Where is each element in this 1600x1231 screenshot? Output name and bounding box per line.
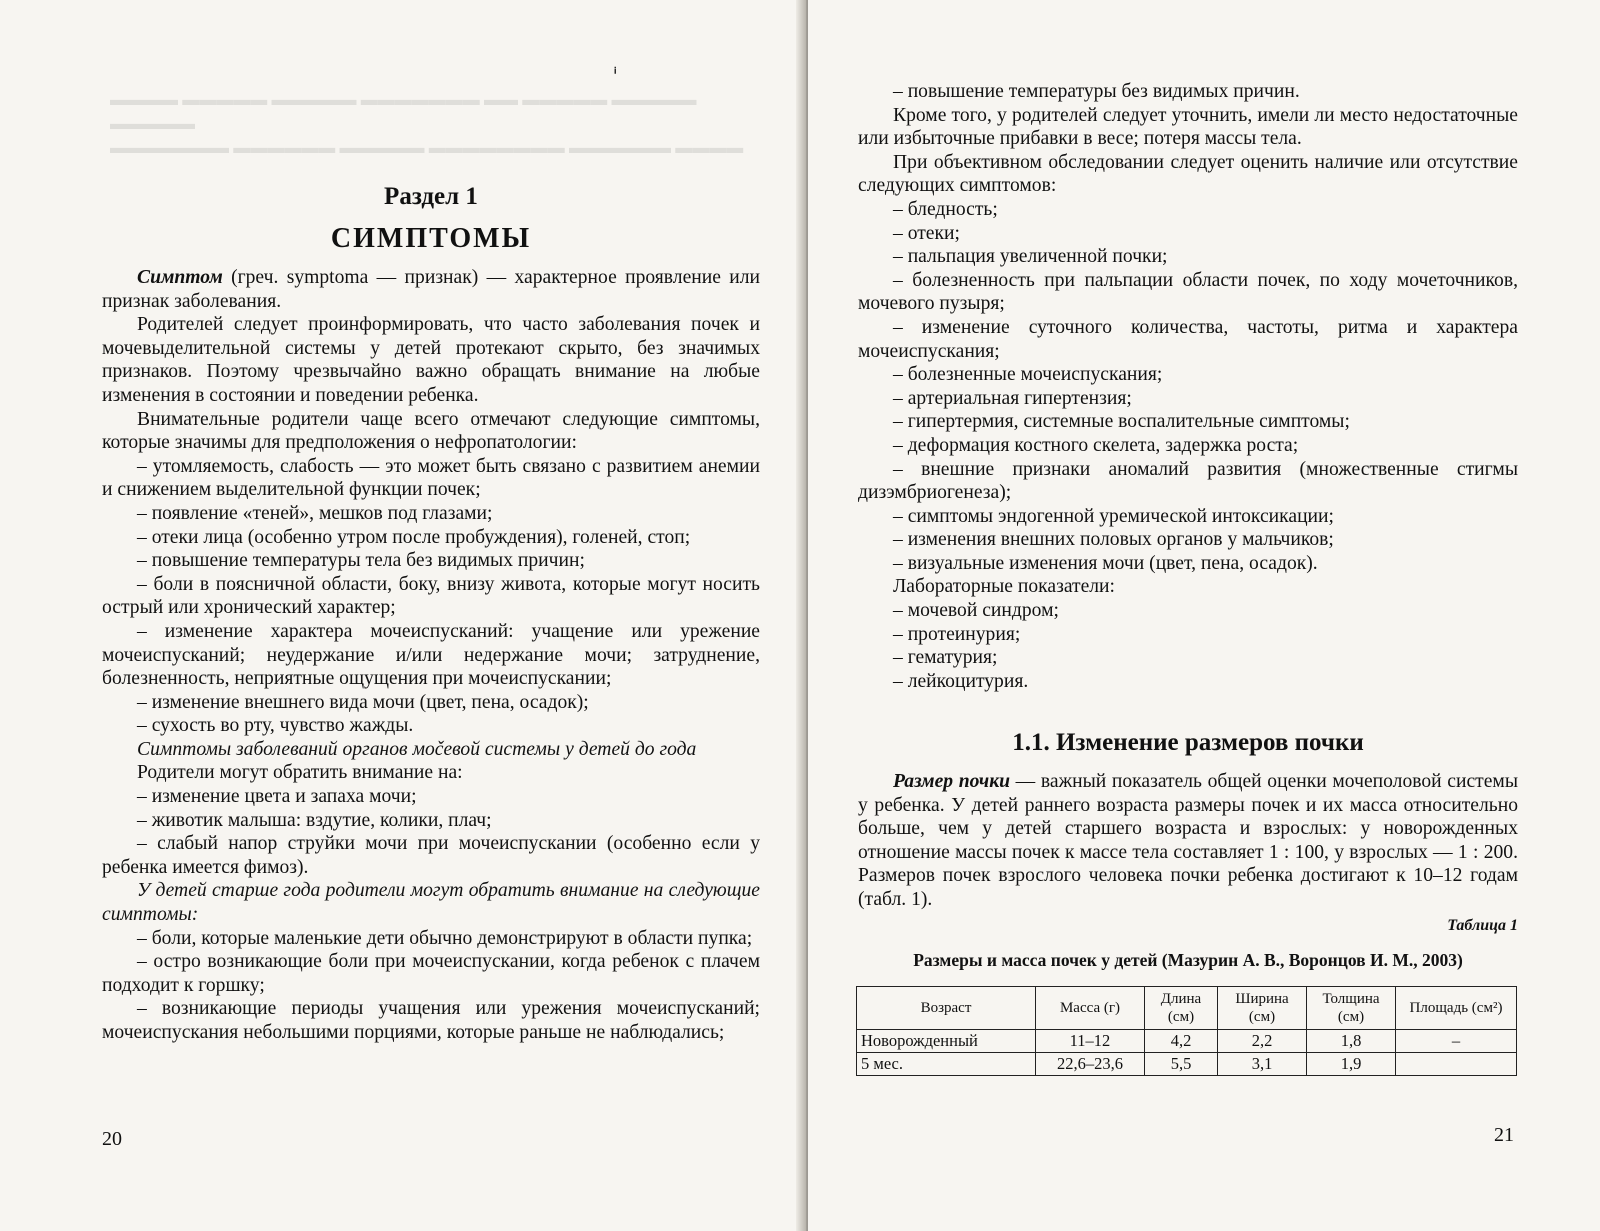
list-item: – повышение температуры без видимых причин. bbox=[893, 81, 1300, 102]
list-item: – отеки; bbox=[893, 222, 960, 244]
table-cell: 5,5 bbox=[1145, 1053, 1218, 1076]
table-cell: 4,2 bbox=[1145, 1030, 1218, 1053]
size-text: — важный показатель общей оценки мочеполовой системы у ребенка. У детей раннего возраста размеры почек и их масса относительно больше, чем у детей старшего возраста и взрослых: у новорожденных отношение массы почек к массе тела составляет 1 : 100, у взрослых — 1 : 200. Размеров почек взрослого человека почки ребенка достигают к 10–12 годам (табл. 1). bbox=[858, 771, 1518, 910]
table-number: Таблица 1 bbox=[1447, 917, 1518, 934]
list-item: – возникающие периоды учащения или урежения мочеиспусканий; мочеиспускания небольшими порциями, которые раньше не наблюдались; bbox=[102, 998, 760, 1043]
list-item: – слабый напор струйки мочи при мочеиспускании (особенно если у ребенка имеется фимоз). bbox=[102, 833, 760, 878]
left-body bbox=[102, 266, 760, 1045]
section-title: СИМПТОМЫ bbox=[330, 223, 532, 254]
table-cell: 22,6–23,6 bbox=[1036, 1053, 1145, 1076]
italic-heading: Симптомы заболеваний органов моčевой системы у детей до года bbox=[137, 738, 697, 760]
list-item: – визуальные изменения мочи (цвет, пена, осадок). bbox=[893, 552, 1318, 574]
table-cell: 3,1 bbox=[1218, 1053, 1307, 1076]
list-item: – сухость во рту, чувство жажды. bbox=[137, 715, 414, 737]
table-cell: Новорожденный bbox=[857, 1030, 1036, 1053]
definition-term: Симптом bbox=[137, 267, 223, 288]
table-header-row bbox=[857, 987, 1517, 1030]
section-label: Раздел 1 bbox=[384, 183, 478, 210]
list-item: – протеинурия; bbox=[893, 623, 1021, 645]
list-item: – болезненность при пальпации области почек, по ходу мочеточников, мочевого пузыря; bbox=[858, 269, 1518, 315]
list-item: – отеки лица (особенно утром после пробуждения), голеней, стоп; bbox=[137, 526, 691, 548]
list-item: – мочевой синдром; bbox=[893, 600, 1059, 622]
size-term: Размер почки bbox=[893, 771, 1011, 792]
table-header-cell: Длина (см) bbox=[1145, 987, 1218, 1030]
list-item: – внешние признаки аномалий развития (множественные стигмы дизэмбриогенеза); bbox=[858, 458, 1518, 504]
table-cell: 1,8 bbox=[1307, 1030, 1396, 1053]
right-body bbox=[858, 80, 1518, 693]
table-caption: Размеры и масса почек у детей (Мазурин А. В., Воронцов И. М., 2003) bbox=[913, 950, 1463, 970]
page-number: 21 bbox=[1494, 1124, 1514, 1146]
table-row bbox=[857, 1053, 1517, 1076]
page-number: 20 bbox=[102, 1128, 122, 1150]
list-item: – бледность; bbox=[893, 198, 998, 220]
list-item: – изменение внешнего вида мочи (цвет, пена, осадок); bbox=[137, 691, 589, 713]
list-item: – симптомы эндогенной уремической интоксикации; bbox=[893, 505, 1334, 527]
italic-paragraph: У детей старше года родители могут обратить внимание на следующие симптомы: bbox=[102, 880, 760, 926]
list-item: – повышение температуры тела без видимых причин; bbox=[137, 550, 585, 572]
table-row bbox=[857, 1030, 1517, 1053]
bleed-through-text: ▬▬▬▬ ▬▬▬▬▬ ▬▬▬▬▬ ▬▬▬▬▬▬▬ ▬▬ ▬▬▬▬▬ ▬▬▬▬▬ ▬▬▬▬▬ ▬▬▬▬▬▬▬ ▬▬▬▬▬▬ ▬▬▬▬▬ ▬▬▬▬▬▬▬▬ ▬▬▬▬▬▬ ▬▬▬▬ bbox=[110, 90, 744, 157]
table-cell bbox=[1396, 1053, 1517, 1076]
list-item: – деформация костного скелета, задержка роста; bbox=[893, 434, 1299, 456]
table-cell: 2,2 bbox=[1218, 1030, 1307, 1053]
list-item: – остро возникающие боли при мочеиспускании, когда ребенок с плачем подходит к горшку; bbox=[102, 951, 760, 996]
table-cell: – bbox=[1396, 1030, 1517, 1053]
subsection-title: 1.1. Изменение размеров почки bbox=[1012, 729, 1364, 756]
list-item: – изменение суточного количества, частоты, ритма и характера мочеиспускания; bbox=[858, 316, 1518, 362]
kidney-size-table bbox=[856, 986, 1517, 1076]
list-item: – боли, которые маленькие дети обычно демонстрируют в области пупка; bbox=[137, 927, 753, 949]
paragraph: Родители могут обратить внимание на: bbox=[137, 762, 463, 784]
list-item: – изменение цвета и запаха мочи; bbox=[137, 786, 417, 808]
list-item: – изменения внешних половых органов у мальчиков; bbox=[893, 529, 1334, 551]
list-item: – утомляемость, слабость — это может быть связано с развитием анемии и снижением выделительной функции почек; bbox=[102, 455, 760, 501]
list-item: – появление «теней», мешков под глазами; bbox=[137, 502, 493, 524]
print-mark: ⁱ bbox=[614, 67, 617, 82]
list-item: – лейкоцитурия. bbox=[893, 670, 1029, 692]
list-item: – изменение характера мочеиспусканий: учащение или урежение мочеиспусканий; неудержание и/или недержание мочи; затруднение, болезненность, неприятные ощущения при мочеиспускании; bbox=[102, 620, 760, 690]
table-cell: 5 мес. bbox=[857, 1053, 1036, 1076]
table-header-cell: Площадь (см²) bbox=[1396, 987, 1517, 1030]
size-paragraph-block bbox=[858, 770, 1518, 912]
definition-text: (греч. symptoma — признак) — характерное проявление или признак заболевания. bbox=[102, 267, 760, 312]
table-header-cell: Возраст bbox=[857, 987, 1036, 1030]
table-cell: 11–12 bbox=[1036, 1030, 1145, 1053]
list-item: – пальпация увеличенной почки; bbox=[893, 246, 1168, 268]
list-item: – гипертермия, системные воспалительные симптомы; bbox=[893, 411, 1350, 433]
table-cell: 1,9 bbox=[1307, 1053, 1396, 1076]
paragraph: Внимательные родители чаще всего отмечают следующие симптомы, которые значимы для предположения о нефропатологии: bbox=[102, 408, 760, 454]
list-item: – гематурия; bbox=[893, 647, 998, 669]
lab-heading: Лабораторные показатели: bbox=[893, 576, 1115, 598]
table-header-cell: Ширина (см) bbox=[1218, 987, 1307, 1030]
paragraph: Родителей следует проинформировать, что часто заболевания почек и мочевыделительной системы у детей протекают скрыто, без значимых признаков. Поэтому чрезвычайно важно обращать внимание на любые изменения в состоянии и поведении ребенка. bbox=[102, 314, 760, 406]
list-item: – артериальная гипертензия; bbox=[893, 387, 1132, 409]
paragraph: Кроме того, у родителей следует уточнить, имели ли место недостаточные или избыточные прибавки в весе; потеря массы тела. bbox=[858, 104, 1518, 150]
table-header-cell: Масса (г) bbox=[1036, 987, 1145, 1030]
list-item: – болезненные мочеиспускания; bbox=[893, 364, 1163, 386]
table-header-cell: Толщина (см) bbox=[1307, 987, 1396, 1030]
list-item: – боли в поясничной области, боку, внизу живота, которые могут носить острый или хронический характер; bbox=[102, 573, 760, 619]
paragraph: При объективном обследовании следует оценить наличие или отсутствие следующих симптомов: bbox=[858, 151, 1518, 197]
definition-paragraph bbox=[102, 266, 760, 313]
size-paragraph bbox=[858, 770, 1518, 912]
list-item: – животик малыша: вздутие, колики, плач; bbox=[137, 809, 492, 831]
